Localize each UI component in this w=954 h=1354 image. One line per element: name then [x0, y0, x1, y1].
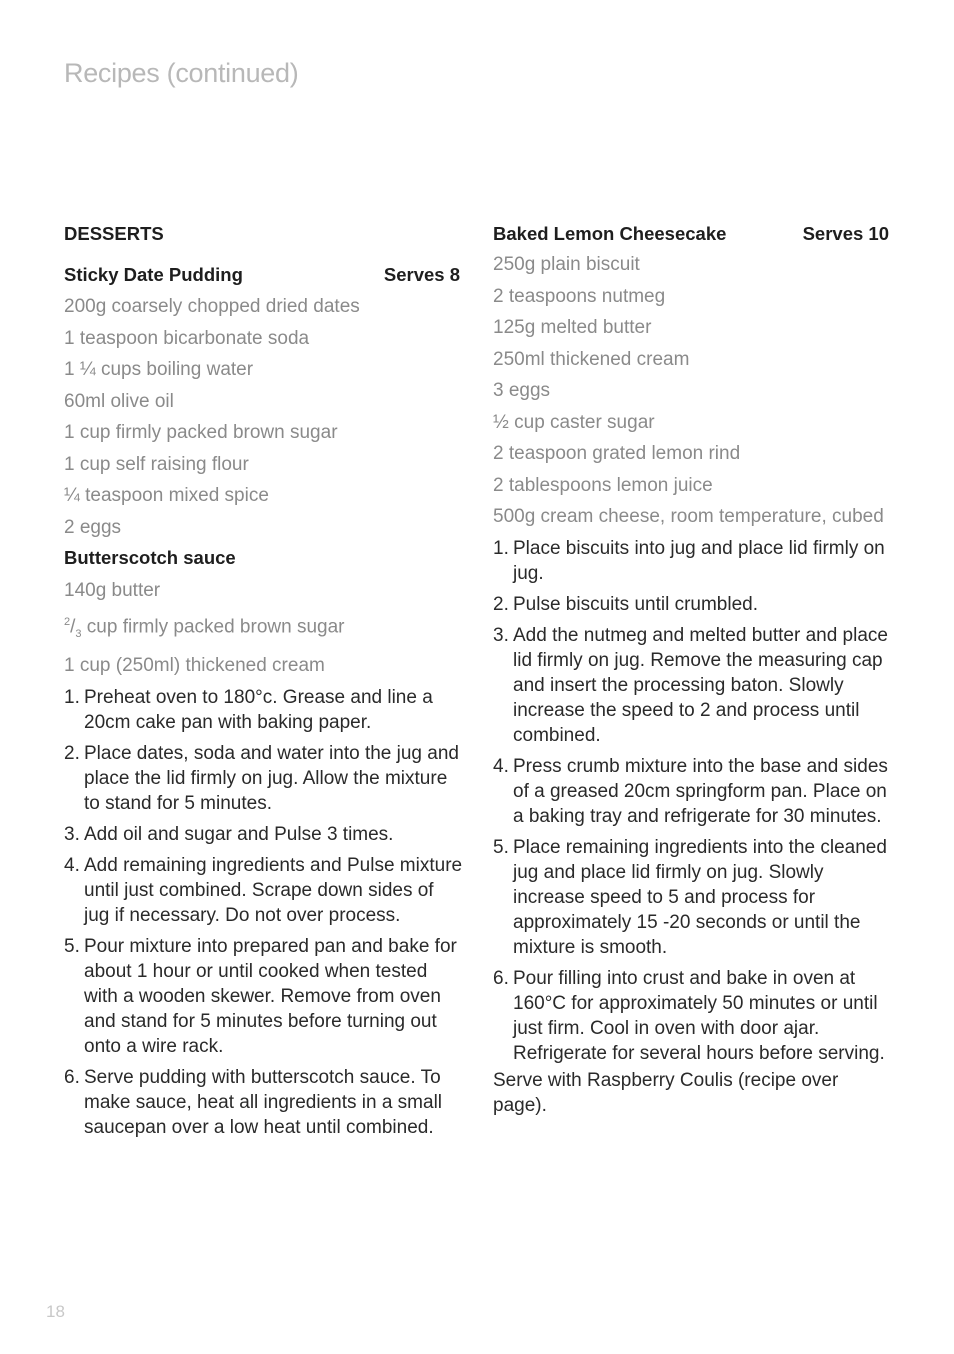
step-text: Serve pudding with butterscotch sauce. To make sauce, heat all ingredients in a small saucepan over a low heat until combined. [84, 1066, 443, 1138]
recipe-title: Sticky Date Pudding [64, 264, 243, 285]
ingredient-item: 250g plain biscuit [493, 254, 640, 275]
step-text: Pour filling into crust and bake in oven at 160°C for approximately 50 minutes or until just firm. Cool in oven with door ajar. Refrigerate for several hours before serving. [513, 967, 885, 1064]
step-text: Preheat oven to 180°c. Grease and line a 20cm cake pan with baking paper. [84, 686, 433, 733]
recipe-title: Baked Lemon Cheesecake [493, 223, 727, 244]
fraction-numerator: 2 [64, 615, 71, 628]
step-number: 6. [493, 967, 509, 989]
recipe-heading [493, 222, 893, 246]
ingredient-item: 2 teaspoons nutmeg [493, 285, 666, 307]
right-column [493, 222, 893, 1118]
method-step [64, 822, 464, 847]
ingredient-item: 1 teaspoon bicarbonate soda [64, 327, 310, 349]
ingredient-item: 1 ¼ cups boiling water [64, 359, 254, 380]
method-step [64, 934, 464, 1059]
method-step [64, 1065, 464, 1140]
step-number: 6. [64, 1066, 80, 1088]
step-number: 3. [493, 624, 509, 646]
recipe-heading [64, 263, 464, 287]
method-step [493, 592, 893, 617]
step-text: Press crumb mixture into the base and sides of a greased 20cm springform pan. Place on a baking tray and refrigerate for 30 minutes. [513, 755, 888, 827]
sauce-heading: Butterscotch sauce [64, 547, 236, 568]
step-number: 1. [64, 686, 80, 708]
step-text: Add oil and sugar and Pulse 3 times. [84, 823, 394, 845]
method-step [493, 835, 893, 960]
ingredient-item: 1 cup (250ml) thickened cream [64, 655, 325, 677]
section-heading: DESSERTS [64, 223, 164, 244]
serves-label: Serves 10 [802, 223, 889, 244]
step-text: Pulse biscuits until crumbled. [513, 593, 758, 615]
ingredient-item: ¼ teaspoon mixed spice [64, 485, 269, 506]
method-step [493, 966, 893, 1066]
ingredient-list [64, 294, 464, 540]
method-step [493, 623, 893, 748]
step-number: 2. [64, 742, 80, 764]
ingredient-item: 250ml thickened cream [493, 348, 690, 370]
step-text: Pour mixture into prepared pan and bake for about 1 hour or until cooked when tested with a wooden skewer. Remove from oven and stand for 5 minutes before turning out onto a wire rack. [84, 935, 457, 1057]
step-number: 1. [493, 537, 509, 559]
step-number: 3. [64, 823, 80, 845]
ingredient-list [493, 252, 893, 529]
serving-note: Serve with Raspberry Coulis (recipe over page). [493, 1069, 839, 1116]
ingredient-item: 2 tablespoons lemon juice [493, 474, 713, 496]
method-step [64, 685, 464, 735]
serves-label: Serves 8 [383, 264, 460, 285]
ingredient-item: 1 cup self raising flour [64, 453, 249, 475]
left-column [64, 222, 464, 1146]
ingredient-item: 3 eggs [493, 380, 551, 401]
method-step [64, 853, 464, 928]
method-list [493, 536, 893, 1066]
step-number: 4. [493, 755, 509, 777]
ingredient-item: $^2/_3$ cup firmly packed brown sugar [64, 615, 345, 640]
ingredient-item: 500g cream cheese, room temperature, cubed [493, 506, 884, 527]
ingredient-item: 200g coarsely chopped dried dates [64, 296, 360, 317]
step-number: 4. [64, 854, 80, 876]
step-number: 2. [493, 593, 509, 615]
step-text: Place remaining ingredients into the cleaned jug and place lid firmly on jug. Slowly increase speed to 5 and process for approximately 15 -20 seconds or until the mixture is smooth. [513, 836, 887, 958]
method-step [493, 536, 893, 586]
ingredient-text: cup firmly packed brown sugar [81, 615, 345, 637]
ingredient-item: ½ cup caster sugar [493, 411, 655, 433]
page-number: 18 [46, 1302, 65, 1321]
ingredient-item: 60ml olive oil [64, 390, 174, 412]
ingredient-item: 1 cup firmly packed brown sugar [64, 422, 338, 443]
method-step [493, 754, 893, 829]
step-text: Place biscuits into jug and place lid firmly on jug. [513, 537, 885, 584]
fraction-denominator: 3 [75, 627, 82, 640]
step-number: 5. [64, 935, 80, 957]
sauce-ingredient-list [64, 578, 464, 678]
method-list [64, 685, 464, 1140]
step-text: Add the nutmeg and melted butter and place lid firmly on jug. Remove the measuring cap and insert the processing baton. Slowly increase the speed to 2 and process until combined. [513, 624, 888, 746]
page-title: Recipes (continued) [64, 58, 299, 88]
step-number: 5. [493, 836, 509, 858]
method-step [64, 741, 464, 816]
ingredient-item: 140g butter [64, 580, 161, 601]
step-text: Place dates, soda and water into the jug and place the lid firmly on jug. Allow the mixture to stand for 5 minutes. [84, 742, 459, 814]
ingredient-item: 125g melted butter [493, 317, 652, 338]
ingredient-item: 2 eggs [64, 516, 122, 538]
ingredient-item: 2 teaspoon grated lemon rind [493, 443, 741, 464]
step-text: Add remaining ingredients and Pulse mixture until just combined. Scrape down sides of jug if necessary. Do not over process. [84, 854, 463, 926]
